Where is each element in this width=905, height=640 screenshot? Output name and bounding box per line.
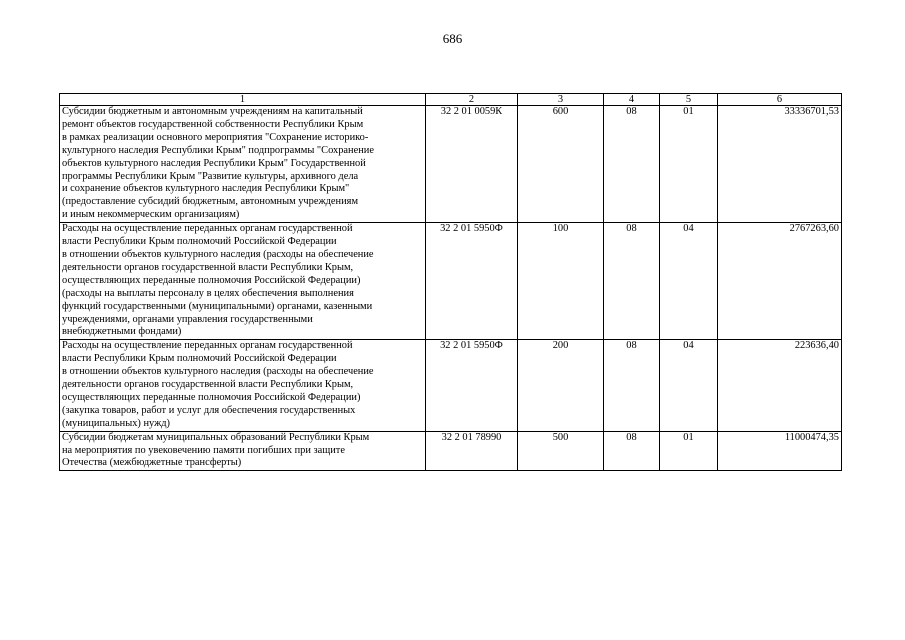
- row-description: [60, 223, 426, 340]
- header-col-4: 4: [604, 94, 660, 106]
- row-expense-type: 200: [518, 340, 604, 431]
- description-line: деятельности органов государственной власти Республики Крым,: [62, 379, 354, 391]
- description-line: программы Республики Крым "Развитие культуры, архивного дела: [62, 170, 359, 182]
- description-line: в отношении объектов культурного наследия (расходы на обеспечение: [62, 366, 374, 378]
- row-expense-type: 600: [518, 106, 604, 223]
- description-line: объектов культурного наследия Республики Крым" Государственной: [62, 157, 366, 169]
- description-line: в отношении объектов культурного наследия (расходы на обеспечение: [62, 248, 374, 260]
- description-line: Субсидии бюджетам муниципальных образований Республики Крым: [62, 431, 370, 443]
- row-section: 08: [604, 431, 660, 471]
- row-description: [60, 340, 426, 431]
- description-line: (закупка товаров, работ и услуг для обеспечения государственных: [62, 404, 356, 416]
- description-line: Расходы на осуществление переданных органам государственной: [62, 340, 353, 352]
- row-expense-type: 100: [518, 223, 604, 340]
- row-amount: 33336701,53: [718, 106, 842, 223]
- description-line: и иным некоммерческим организациям): [62, 209, 240, 221]
- description-line: Отечества (межбюджетные трансферты): [62, 457, 242, 469]
- row-amount: 11000474,35: [718, 431, 842, 471]
- description-line: внебюджетными фондами): [62, 326, 182, 338]
- row-section: 08: [604, 106, 660, 223]
- header-col-5: 5: [660, 94, 718, 106]
- row-amount: 223636,40: [718, 340, 842, 431]
- row-description: [60, 106, 426, 223]
- header-col-2: 2: [426, 94, 518, 106]
- header-col-6: 6: [718, 94, 842, 106]
- description-line: (предоставление субсидий бюджетным, автономным учреждениям: [62, 196, 359, 208]
- header-col-1: 1: [60, 94, 426, 106]
- description-line: осуществляющих переданные полномочия Российской Федерации): [62, 274, 361, 286]
- row-amount: 2767263,60: [718, 223, 842, 340]
- description-line: власти Республики Крым полномочий Российской Федерации: [62, 236, 337, 248]
- row-section: 08: [604, 340, 660, 431]
- description-line: на мероприятия по увековечению памяти погибших при защите: [62, 444, 345, 456]
- row-subsection: 04: [660, 223, 718, 340]
- description-line: учреждениями, органами управления государственными: [62, 313, 313, 325]
- description-line: (расходы на выплаты персоналу в целях обеспечения выполнения: [62, 287, 354, 299]
- row-code: 32 2 01 5950Ф: [426, 223, 518, 340]
- row-code: 32 2 01 5950Ф: [426, 340, 518, 431]
- description-line: и сохранение объектов культурного наследия Республики Крым": [62, 183, 350, 195]
- row-expense-type: 500: [518, 431, 604, 471]
- table-row: [60, 340, 842, 431]
- row-subsection: 01: [660, 106, 718, 223]
- description-line: Субсидии бюджетным и автономным учреждениям на капитальный: [62, 106, 363, 117]
- description-line: Расходы на осуществление переданных органам государственной: [62, 223, 353, 235]
- header-row: [60, 94, 842, 106]
- page-number: 686: [442, 31, 463, 46]
- table-row: [60, 106, 842, 223]
- row-code: 32 2 01 78990: [426, 431, 518, 471]
- description-line: осуществляющих переданные полномочия Российской Федерации): [62, 391, 361, 403]
- row-subsection: 04: [660, 340, 718, 431]
- row-code: 32 2 01 0059К: [426, 106, 518, 223]
- description-line: культурного наследия Республики Крым" подпрограммы "Сохранение: [62, 144, 374, 156]
- description-line: (муниципальных) нужд): [62, 417, 171, 429]
- description-line: в рамках реализации основного мероприятия "Сохранение историко-: [62, 131, 369, 143]
- description-line: функций государственными (муниципальными) органами, казенными: [62, 300, 373, 312]
- row-description: [60, 431, 426, 471]
- budget-table: [59, 93, 842, 471]
- description-line: ремонт объектов государственной собственности Республики Крым: [62, 118, 364, 130]
- row-subsection: 01: [660, 431, 718, 471]
- table-row: [60, 431, 842, 471]
- header-col-3: 3: [518, 94, 604, 106]
- row-section: 08: [604, 223, 660, 340]
- description-line: власти Республики Крым полномочий Российской Федерации: [62, 353, 337, 365]
- description-line: деятельности органов государственной власти Республики Крым,: [62, 261, 354, 273]
- table-row: [60, 223, 842, 340]
